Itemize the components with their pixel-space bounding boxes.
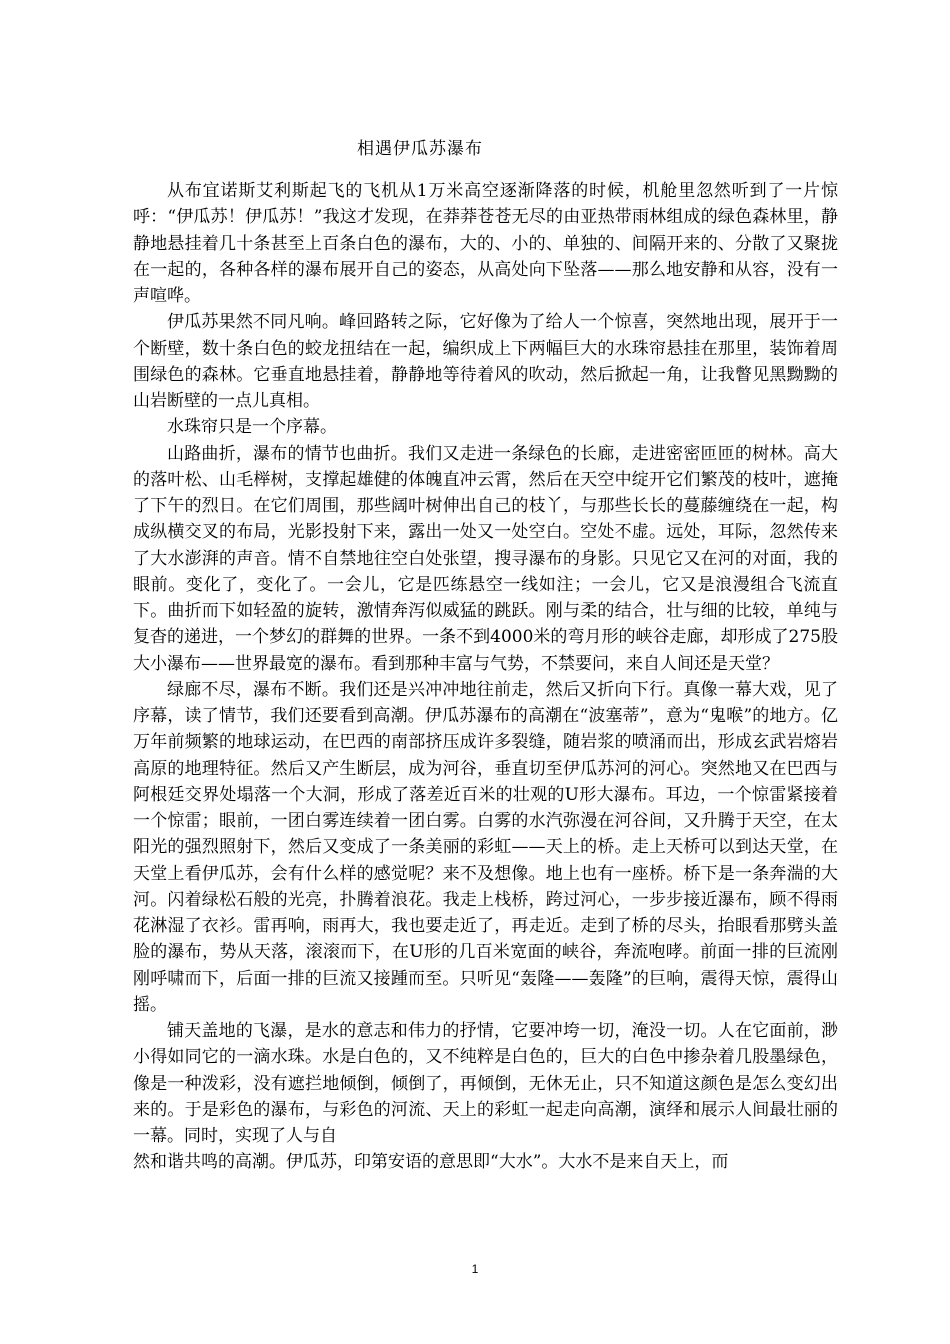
paragraph-6: 铺天盖地的飞瀑，是水的意志和伟力的抒情，它要冲垮一切，淹没一切。人在它面前，渺小得如同它的一滴水珠。水是白色的，又不纯粹是白色的，巨大的白色中掺杂着几股墨绿色，像是一种泼彩，没有遮拦地倾倒，倾倒了，再倾倒，无休无止，只不知道这颜色是怎么变幻出来的。于是彩色的瀑布，与彩色的河流、天上的彩虹一起走向高潮，演绎和展示人间最壮丽的一幕。同时，实现了人与自 [133, 1021, 838, 1146]
document-title: 相遇伊瓜苏瀑布 [357, 139, 483, 159]
paragraph-5: 绿廊不尽，瀑布不断。我们还是兴冲冲地往前走，然后又折向下行。真像一幕大戏，见了序幕，读了情节，我们还要看到高潮。伊瓜苏瀑布的高潮在“波塞蒂”，意为“鬼喉”的地方。亿万年前频繁的地球运动，在巴西的南部挤压成许多裂缝，随岩浆的喷涌而出，形成玄武岩熔岩高原的地理特征。然后又产生断层，成为河谷，垂直切至伊瓜苏河的河心。突然地又在巴西与阿根廷交界处塌落一个大洞，形成了落差近百米的壮观的U形大瀑布。耳边，一个惊雷紧接着一个惊雷；眼前，一团白雾连续着一团白雾。白雾的水汽弥漫在河谷间，又升腾于天空，在太阳光的强烈照射下，然后又变成了一条美丽的彩虹——天上的桥。走上天桥可以到达天堂，在天堂上看伊瓜苏，会有什么样的感觉呢？来不及想像。地上也有一座桥。桥下是一条奔湍的大河。闪着绿松石般的光亮，扑腾着浪花。我走上栈桥，跨过河心，一步步接近瀑布，顾不得雨花淋湿了衣衫。雷再响，雨再大，我也要走近了，再走近。走到了桥的尽头，抬眼看那劈头盖脸的瀑布，势从天落，滚滚而下，在U形的几百米宽面的峡谷，奔流咆哮。前面一排的巨流刚刚呼啸而下，后面一排的巨流又接踵而至。只听见“轰隆——轰隆”的巨响，震得天惊，震得山摇。 [133, 679, 838, 1015]
paragraph-4: 山路曲折，瀑布的情节也曲折。我们又走进一条绿色的长廊，走进密密匝匝的树林。高大的落叶松、山毛榉树，支撑起雄健的体魄直冲云霄，然后在天空中绽开它们繁茂的枝叶，遮掩了下午的烈日。在它们周围，那些阔叶树伸出自己的枝丫，与那些长长的蔓藤缠绕在一起，构成纵横交叉的布局，光影投射下来，露出一处又一处空白。空处不虚。远处，耳际，忽然传来了大水澎湃的声音。情不自禁地往空白处张望，搜寻瀑布的身影。只见它又在河的对面，我的眼前。变化了，变化了。一会儿，它是匹练悬空一线如注；一会儿，它又是浪漫组合飞流直下。曲折而下如轻盈的旋转，激情奔泻似威猛的跳跃。刚与柔的结合，壮与细的比较，单纯与复杳的递进，一个梦幻的群舞的世界。一条不到4000米的弯月形的峡谷走廊，却形成了275股大小瀑布——世界最宽的瀑布。看到那种丰富与气势，不禁要问，来自人间还是天堂？ [133, 443, 838, 674]
document-body [133, 178, 838, 1176]
paragraph-3: 水珠帘只是一个序幕。 [167, 417, 337, 438]
page-number: 1 [471, 1262, 479, 1276]
paragraph-2: 伊瓜苏果然不同凡响。峰回路转之际，它好像为了给人一个惊喜，突然地出现，展开于一个断壁，数十条白色的蛟龙扭结在一起，编织成上下两幅巨大的水珠帘悬挂在那里，装饰着周围绿色的森林。它垂直地悬挂着，静静地等待着风的吹动，然后掀起一角，让我瞥见黑黝黝的山岩断壁的一点儿真相。 [133, 312, 838, 411]
paragraph-7: 然和谐共鸣的高潮。伊瓜苏，印第安语的意思即“大水”。大水不是来自天上，而 [133, 1152, 729, 1173]
paragraph-1: 从布宜诺斯艾利斯起飞的飞机从1万米高空逐渐降落的时候，机舱里忽然听到了一片惊呼：“伊瓜苏！伊瓜苏！”我这才发现，在莽莽苍苍无尽的由亚热带雨林组成的绿色森林里，静静地悬挂着几十条甚至上百条白色的瀑布，大的、小的、单独的、间隔开来的、分散了又聚拢在一起的，各种各样的瀑布展开自己的姿态，从高处向下坠落——那么地安静和从容，没有一声喧哗。 [133, 181, 838, 306]
